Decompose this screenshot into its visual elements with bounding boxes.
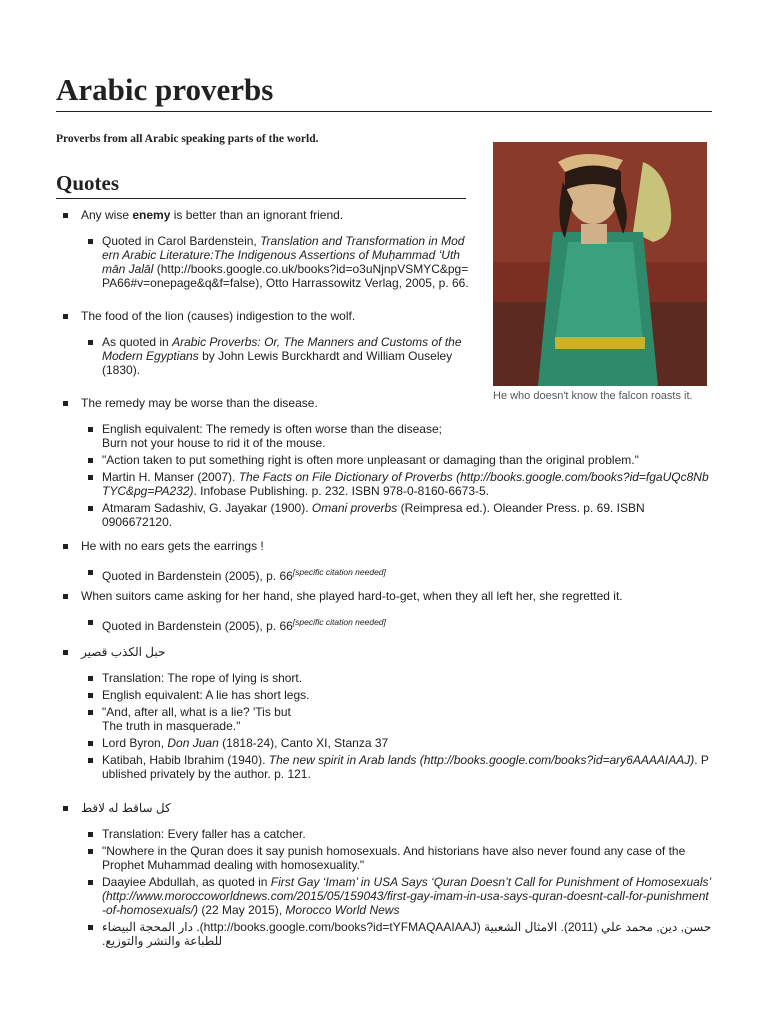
list-item: The remedy may be worse than the disease. English equivalent: The remedy is often worse than the disease; Burn not your house to rid it of the mouse. "Action taken to put something right is often more unpleasant or damaging than the original problem." Martin H. Manser (2007). The Facts on File Dictionary of Proverbs (http://books.google.com/books?id=fgaUQc8NbTYC&pg=PA232). Infobase Publishing. p. 232. ISBN 978-0-8160-6673-5. Atmaram Sadashiv, G. Jayakar (1900). Omani proverbs (Reimpresa ed.). Oleander Press. p. 69. ISBN 0906672120. [56, 396, 712, 529]
link-citation[interactable]: The new spirit in Arab lands (http://books.google.com/books?id=ary6AAAAIAAJ) [268, 753, 695, 767]
list-item: "Action taken to put something right is often more unpleasant or damaging than the original problem." [81, 453, 712, 467]
figure-caption: He who doesn't know the falcon roasts it. [493, 390, 693, 402]
list-item: Martin H. Manser (2007). The Facts on File Dictionary of Proverbs (http://books.google.com/books?id=fgaUQc8NbTYC&pg=PA232). Infobase Publishing. p. 232. ISBN 978-0-8160-6673-5. [81, 470, 712, 498]
list-item: Quoted in Bardenstein (2005), p. 66[specific citation needed] [81, 565, 712, 583]
list-item: English equivalent: A lie has short legs. [81, 688, 712, 702]
list-item: Katibah, Habib Ibrahim (1940). The new spirit in Arab lands (http://books.google.com/books?id=ary6AAAAIAAJ). Published privately by the author. p. 121. [81, 753, 712, 781]
section-heading-quotes: Quotes [56, 170, 466, 199]
list-item: As quoted in Arabic Proverbs: Or, The Manners and Customs of the Modern Egyptians by John Lewis Burckhardt and William Ouseley (1830). [81, 335, 469, 377]
list-item: Any wise enemy is better than an ignorant friend. Quoted in Carol Bardenstein, Translation and Transformation in Modern Arabic Literature:The Indigenous Assertions of Muḥammad ʻUthmān Jalāl (http://books.google.co.uk/books?id=o3uNjnpVSMYC&pg=PA66#v=onepage&q&f=false), Otto Harrassowitz Verlag, 2005, p. 66. [56, 208, 469, 290]
list-item: Daayiee Abdullah, as quoted in First Gay ‘Imam’ in USA Says ‘Quran Doesn’t Call for Punishment of Homosexuals’ (http://www.moroccoworldnews.com/2015/05/159043/first-gay-imam-in-usa-says-quran-doesnt-call-for-punishment-of-homosexuals/) (22 May 2015), Morocco World News [81, 875, 712, 917]
list-item: The food of the lion (causes) indigestion to the wolf. As quoted in Arabic Proverbs: Or, The Manners and Customs of the Modern Egyptians by John Lewis Burckhardt and William Ouseley (1830). [56, 309, 469, 377]
list-item: "And, after all, what is a lie? 'Tis but The truth in masquerade." [81, 705, 712, 733]
list-item: حبل الكذب قصير Translation: The rope of lying is short. English equivalent: A lie has short legs. "And, after all, what is a lie? 'Tis but The truth in masquerade." Lord Byron, Don Juan (1818-24), Canto XI, Stanza 37 Katibah, Habib Ibrahim (1940). The new spirit in Arab lands (http://books.google.com/books?id=ary6AAAAIAAJ). Published privately by the author. p. 121. [56, 645, 712, 781]
list-item: When suitors came asking for her hand, she played hard-to-get, when they all left her, she regretted it. Quoted in Bardenstein (2005), p. 66[specific citation needed] [56, 589, 712, 633]
link-enemy[interactable]: enemy [132, 208, 171, 222]
lead-paragraph: Proverbs from all Arabic speaking parts of the world. [56, 133, 319, 145]
link-citation[interactable]: Translation and Transformation in Modern Arabic Literature:The Indigenous Assertions of Muḥammad ʻUthmān Jalāl [102, 234, 465, 276]
list-item: Translation: Every faller has a catcher. [81, 827, 712, 841]
list-item: Quoted in Bardenstein (2005), p. 66[specific citation needed] [81, 615, 712, 633]
list-item: Translation: The rope of lying is short. [81, 671, 712, 685]
list-item: Quoted in Carol Bardenstein, Translation and Transformation in Modern Arabic Literature:The Indigenous Assertions of Muḥammad ʻUthmān Jalāl (http://books.google.co.uk/books?id=o3uNjnpVSMYC&pg=PA66#v=onepage&q&f=false), Otto Harrassowitz Verlag, 2005, p. 66. [81, 234, 469, 290]
link-citation[interactable]: Arabic Proverbs: Or, The Manners and Customs of the Modern Egyptians [102, 335, 462, 363]
list-item: English equivalent: The remedy is often worse than the disease; Burn not your house to rid it of the mouse. [81, 422, 712, 450]
page-title: Arabic proverbs [56, 70, 712, 112]
list-item: "Nowhere in the Quran does it say punish homosexuals. And historians have also never found any case of the Prophet Muhammad dealing with homosexuality." [81, 844, 712, 872]
link-citation[interactable]: First Gay ‘Imam’ in USA Says ‘Quran Doesn’t Call for Punishment of Homosexuals’ (http://www.moroccoworldnews.com/2015/05/159043/first-gay-imam-in-usa-says-quran-doesnt-call-for-punishment-of-homosexuals/) [102, 875, 711, 917]
list-item: He with no ears gets the earrings ! Quoted in Bardenstein (2005), p. 66[specific citation needed] [56, 539, 712, 583]
quotes-list [56, 208, 712, 954]
link-citation[interactable]: The Facts on File Dictionary of Proverbs (http://books.google.com/books?id=fgaUQc8NbTYC&pg=PA232) [102, 470, 709, 498]
list-item: Atmaram Sadashiv, G. Jayakar (1900). Omani proverbs (Reimpresa ed.). Oleander Press. p. 69. ISBN 0906672120. [81, 501, 712, 529]
list-item: حسن, دين, محمد علي (2011). الامثال الشعبية (http://books.google.com/books?id=tYFMAQAAIAAJ). دار المحجة البيضاء للطباعة والنشر والتوزيع. [81, 920, 712, 948]
citation-needed-tag[interactable]: [specific citation needed] [292, 567, 386, 577]
list-item: Lord Byron, Don Juan (1818-24), Canto XI, Stanza 37 [81, 736, 712, 750]
citation-needed-tag[interactable]: [specific citation needed] [292, 617, 386, 627]
list-item: كل ساقط له لاقط Translation: Every faller has a catcher. "Nowhere in the Quran does it say punish homosexuals. And historians have also never found any case of the Prophet Muhammad dealing with homosexuality." Daayiee Abdullah, as quoted in First Gay ‘Imam’ in USA Says ‘Quran Doesn’t Call for Punishment of Homosexuals’ (http://www.moroccoworldnews.com/2015/05/159043/first-gay-imam-in-usa-says-quran-doesnt-call-for-punishment-of-homosexuals/) (22 May 2015), Morocco World News حسن, دين, محمد علي (2011). الامثال الشعبية (http://books.google.com/books?id=tYFMAQAAIAAJ). دار المحجة البيضاء للطباعة والنشر والتوزيع. [56, 801, 712, 948]
